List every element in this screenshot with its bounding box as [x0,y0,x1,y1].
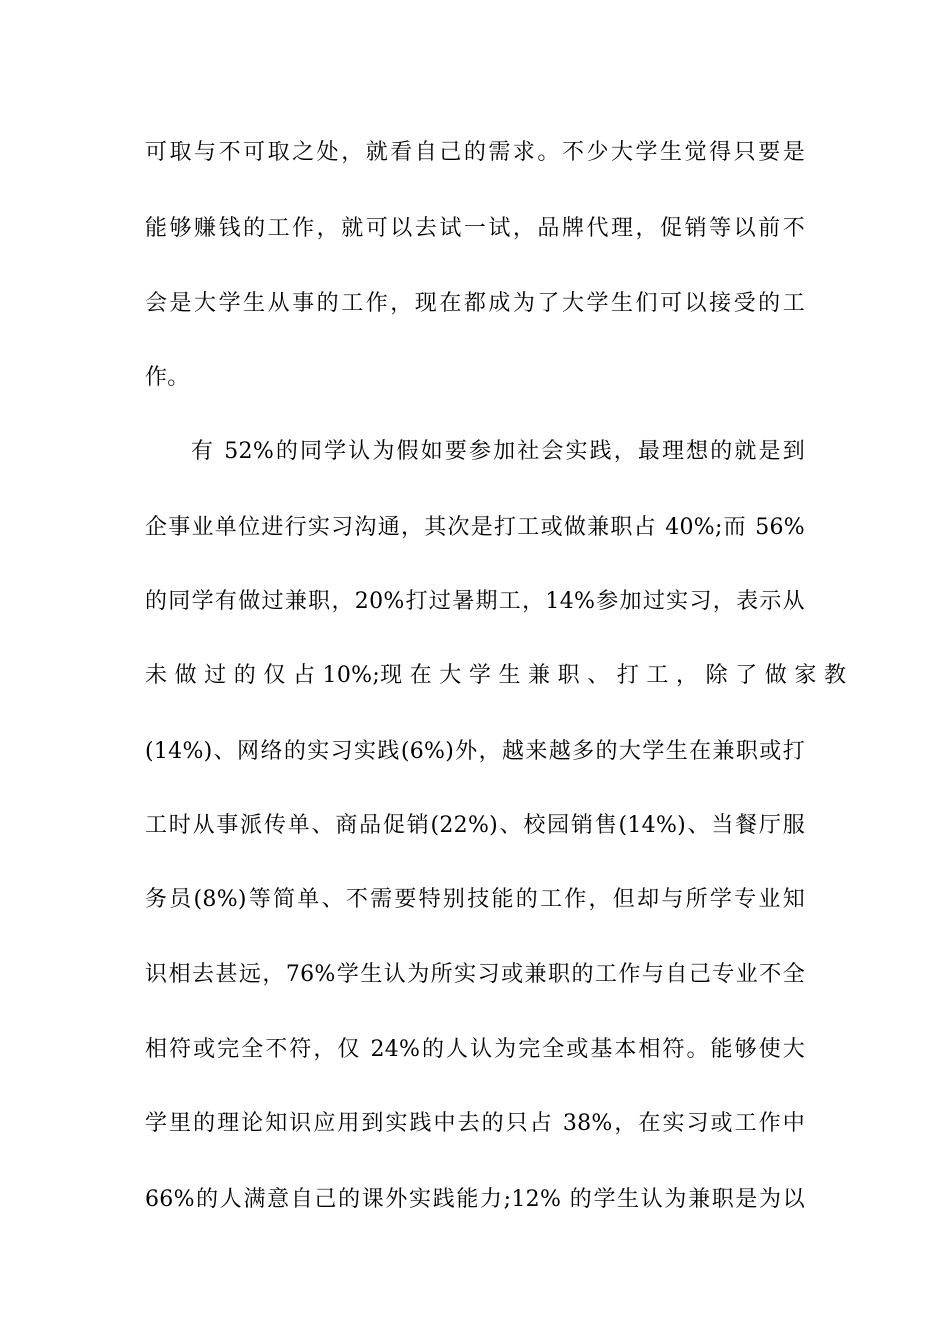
text-line-6: 企事业单位进行实习沟通，其次是打工或做兼职占 40%;而 56% [145,515,805,540]
text-line-15: 66%的人满意自己的课外实践能力;12% 的学生认为兼职是为以 [145,1187,805,1212]
text-line-3: 会是大学生从事的工作，现在都成为了大学生们可以接受的工 [145,291,805,316]
text-line-10: 工时从事派传单、商品促销(22%)、校园销售(14%)、当餐厅服 [145,813,805,838]
text-line-13: 相符或完全不符，仅 24%的人认为完全或基本相符。能够使大 [145,1037,805,1062]
text-line-1: 可取与不可取之处，就看自己的需求。不少大学生觉得只要是 [145,140,805,165]
text-line-7: 的同学有做过兼职，20%打过暑期工，14%参加过实习，表示从 [145,589,805,614]
text-line-8: 未 做 过 的 仅 占 10%;现 在 大 学 生 兼 职 、 打 工 ， 除 了 做 家 教 [145,663,847,688]
text-line-2: 能够赚钱的工作，就可以去试一试，品牌代理，促销等以前不 [145,216,805,241]
text-line-14: 学里的理论知识应用到实践中去的只占 38%，在实习或工作中 [145,1111,805,1136]
text-line-9: (14%)、网络的实习实践(6%)外，越来越多的大学生在兼职或打 [145,739,805,764]
paragraph-start-line: 有 52%的同学认为假如要参加社会实践，最理想的就是到 [191,439,805,464]
text-line-12: 识相去甚远，76%学生认为所实习或兼职的工作与自己专业不全 [145,962,805,987]
text-line-11: 务员(8%)等简单、不需要特别技能的工作，但却与所学专业知 [145,887,805,912]
text-line-4: 作。 [145,365,190,390]
